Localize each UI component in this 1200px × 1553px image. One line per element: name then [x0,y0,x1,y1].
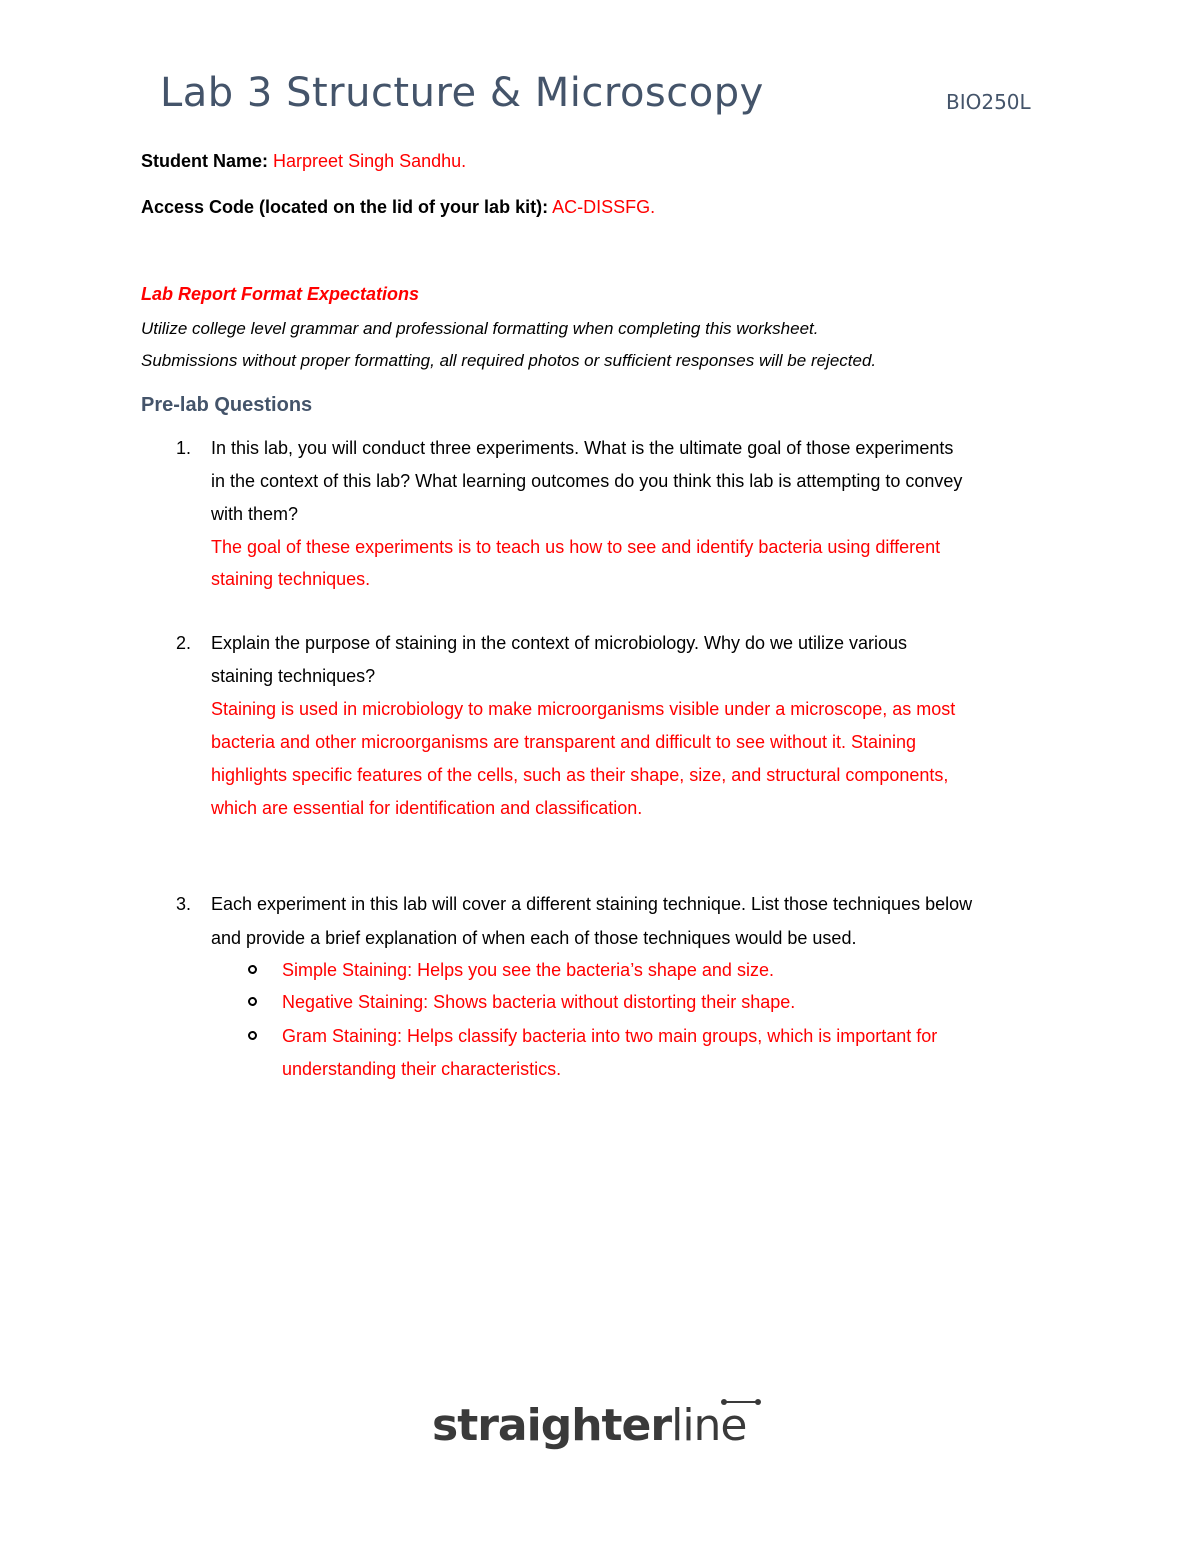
bullet-circle-icon [248,965,257,974]
access-code-value: AC-DISSFG. [552,197,656,217]
question-1-line-2: in the context of this lab? What learning outcomes do you think this lab is attempting to convey [211,471,963,491]
page-title: Lab 3 Structure & Microscopy [160,70,764,116]
bullet-circle-icon [248,1031,257,1040]
answer-3-bullet-3: Gram Staining: Helps classify bacteria into two main groups, which is important for [282,1026,938,1046]
student-name-label: Student Name: [141,151,269,171]
question-3-line-2: and provide a brief explanation of when each of those techniques would be used. [211,928,857,948]
question-3-line-1: Each experiment in this lab will cover a different staining technique. List those techniques below [211,894,973,914]
logo-text-bold: straighter [432,1400,672,1451]
answer-1-line-2: staining techniques. [211,569,371,589]
answer-2-line-1: Staining is used in microbiology to make microorganisms visible under a microscope, as most [211,699,956,719]
format-expectations-line-1: Utilize college level grammar and professional formatting when completing this worksheet. [141,319,819,338]
course-code: BIO250L [946,90,1031,114]
question-1-line-3: with them? [211,504,299,524]
question-1-number: 1. [176,438,192,458]
answer-3-bullet-2: Negative Staining: Shows bacteria without distorting their shape. [282,992,796,1012]
student-name-value: Harpreet Singh Sandhu. [273,151,467,171]
format-expectations-heading: Lab Report Format Expectations [141,284,420,304]
straighterline-logo [432,1398,762,1458]
access-code-label: Access Code (located on the lid of your lab kit): [141,197,549,217]
answer-2-line-4: which are essential for identification and classification. [211,798,643,818]
format-expectations-line-2: Submissions without proper formatting, all required photos or sufficient responses will be rejected. [141,351,877,370]
bullet-circle-icon [248,997,257,1006]
question-2-number: 2. [176,633,192,653]
access-code-row [141,196,655,218]
answer-1-line-1: The goal of these experiments is to teach us how to see and identify bacteria using different [211,537,941,557]
answer-3-bullet-1: Simple Staining: Helps you see the bacteria’s shape and size. [282,960,774,980]
answer-2-line-2: bacteria and other microorganisms are transparent and difficult to see without it. Staining [211,732,917,752]
answer-2-line-3: highlights specific features of the cells, such as their shape, size, and structural components, [211,765,949,785]
question-3-number: 3. [176,894,192,914]
prelab-heading: Pre-lab Questions [141,394,313,416]
logo-text-light: line [671,1400,747,1451]
question-2-line-2: staining techniques? [211,666,376,686]
question-2-line-1: Explain the purpose of staining in the context of microbiology. Why do we utilize various [211,633,908,653]
question-1-line-1: In this lab, you will conduct three experiments. What is the ultimate goal of those experiments [211,438,954,458]
student-name-row [141,150,466,172]
answer-3-bullet-3-continued: understanding their characteristics. [282,1059,562,1079]
